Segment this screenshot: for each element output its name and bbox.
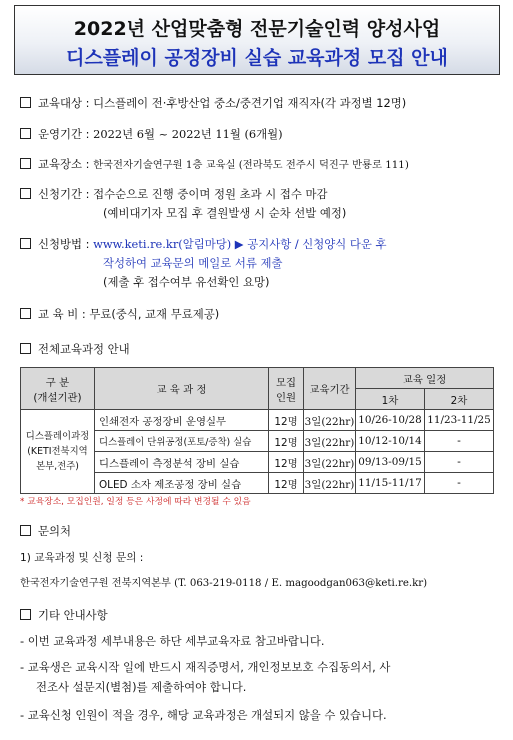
checkbox-square-icon xyxy=(20,128,31,139)
checkbox-square-icon xyxy=(20,609,31,620)
title-banner xyxy=(14,5,500,75)
header-category: 구 분 (개설기관) xyxy=(21,368,95,410)
item-target: 교육대상 : 디스플레이 전·후방산업 중소/중견기업 재직자(각 과정별 12명) xyxy=(20,96,406,111)
round1-cell: 09/13-09/15 xyxy=(356,452,425,473)
course-cell: 디스플레이 측정분석 장비 실습 xyxy=(95,452,269,473)
item-apply-method: 신청방법 : www.keti.re.kr(알림마당) ▶ 공지사항 / 신청양식 다운 후 xyxy=(20,237,387,252)
header-capacity: 모집 인원 xyxy=(269,368,304,410)
item-venue: 교육장소 : 한국전자기술연구원 1층 교육실 (전라북도 전주시 덕진구 반룡로 111) xyxy=(20,157,409,173)
checkbox-square-icon xyxy=(20,97,31,108)
capacity-cell: 12명 xyxy=(269,452,304,473)
category-cell: 디스플레이과정 (KETI전북지역 본부,전주) xyxy=(21,410,95,494)
item-label: 교육장소 xyxy=(38,157,83,171)
capacity-cell: 12명 xyxy=(269,410,304,431)
item-label: 교 육 비 xyxy=(38,307,79,321)
checkbox-square-icon xyxy=(20,238,31,249)
capacity-cell: 12명 xyxy=(269,431,304,452)
item-label: 전체교육과정 안내 xyxy=(38,342,130,356)
item-value: 무료(중식, 교재 무료제공) xyxy=(89,307,220,321)
contact-heading xyxy=(20,524,71,539)
header-duration: 교육기간 xyxy=(304,368,356,410)
header-course: 교 육 과 정 xyxy=(95,368,269,410)
item-value: 공지사항 / 신청양식 다운 후 xyxy=(247,237,387,251)
round2-cell: - xyxy=(425,431,494,452)
item-fee: 교 육 비 : 무료(중식, 교재 무료제공) xyxy=(20,307,219,322)
round2-cell: - xyxy=(425,452,494,473)
checkbox-square-icon xyxy=(20,343,31,354)
item-value: 한국전자기술연구원 1층 교육실 (전라북도 전주시 덕진구 반룡로 111) xyxy=(93,159,409,171)
item-label: 신청방법 xyxy=(38,237,83,251)
item-label: 신청기간 xyxy=(38,187,83,201)
contact-heading-label: 문의처 xyxy=(38,524,72,538)
etc-heading xyxy=(20,608,108,623)
round2-cell: 11/23-11/25 xyxy=(425,410,494,431)
item-apply-method-sub1: 작성하여 교육문의 메일로 서류 제출 xyxy=(103,256,283,270)
table-header-row xyxy=(21,368,494,389)
item-overview xyxy=(20,342,130,357)
contact-line1: 1) 교육과정 및 신청 문의 : xyxy=(20,552,144,564)
course-cell: 디스플레이 단위공정(포토/증착) 실습 xyxy=(95,431,269,452)
checkbox-square-icon xyxy=(20,188,31,199)
duration-cell: 3일(22hr) xyxy=(304,473,356,494)
contact-line2: 한국전자기술연구원 전북지역본부 (T. 063-219-0118 / E. magoodgan063@keti.re.kr) xyxy=(20,578,428,589)
header-round2: 2차 xyxy=(425,389,494,410)
round1-cell: 11/15-11/17 xyxy=(356,473,425,494)
course-cell: OLED 소자 제조공정 장비 실습 xyxy=(95,473,269,494)
item-period: 운영기간 : 2022년 6월 ~ 2022년 11월 (6개월) xyxy=(20,127,283,142)
checkbox-square-icon xyxy=(20,525,31,536)
item-label: 교육대상 xyxy=(38,96,83,110)
arrow-right-icon: ▶ xyxy=(234,237,244,251)
item-value: 접수순으로 진행 중이며 정원 초과 시 접수 마감 xyxy=(93,187,328,201)
item-label: 운영기간 xyxy=(38,127,83,141)
title-sub: 디스플레이 공정장비 실습 교육과정 모집 안내 xyxy=(66,47,448,69)
checkbox-square-icon xyxy=(20,308,31,319)
item-value: 2022년 6월 ~ 2022년 11월 (6개월) xyxy=(93,127,283,141)
round1-cell: 10/12-10/14 xyxy=(356,431,425,452)
item-apply-period-sub: (예비대기자 모집 후 결원발생 시 순차 선발 예정) xyxy=(103,206,347,220)
header-round1: 1차 xyxy=(356,389,425,410)
etc-heading-label: 기타 안내사항 xyxy=(38,608,108,622)
table-row xyxy=(21,410,494,431)
item-apply-method-sub2: (제출 후 접수여부 유선확인 요망) xyxy=(103,275,270,289)
title-main: 2022년 산업맞춤형 전문기술인력 양성사업 xyxy=(73,18,441,40)
duration-cell: 3일(22hr) xyxy=(304,431,356,452)
checkbox-square-icon xyxy=(20,158,31,169)
table-footnote: * 교육장소, 모집인원, 일정 등은 사정에 따라 변경될 수 있음 xyxy=(20,497,251,507)
curriculum-table xyxy=(20,367,494,494)
header-schedule: 교육 일정 xyxy=(356,368,494,389)
duration-cell: 3일(22hr) xyxy=(304,410,356,431)
duration-cell: 3일(22hr) xyxy=(304,452,356,473)
course-cell: 인쇄전자 공정장비 운영실무 xyxy=(95,410,269,431)
etc-bullet1: - 이번 교육과정 세부내용은 하단 세부교육자료 참고바랍니다. xyxy=(20,634,325,648)
round1-cell: 10/26-10/28 xyxy=(356,410,425,431)
capacity-cell: 12명 xyxy=(269,473,304,494)
item-value: 디스플레이 전·후방산업 중소/중견기업 재직자(각 과정별 12명) xyxy=(93,96,407,110)
etc-bullet2: - 교육생은 교육시작 일에 반드시 재직증명서, 개인정보보호 수집동의서, 사 xyxy=(20,660,391,674)
etc-bullet3: - 교육신청 인원이 적을 경우, 해당 교육과정은 개설되지 않을 수 있습니다. xyxy=(20,708,387,722)
round2-cell: - xyxy=(425,473,494,494)
item-apply-period: 신청기간 : 접수순으로 진행 중이며 정원 초과 시 접수 마감 xyxy=(20,187,328,202)
keti-website-link[interactable]: www.keti.re.kr(알림마당) xyxy=(93,237,232,251)
etc-bullet2-cont: 전조사 설문지(별첨)를 제출하여야 합니다. xyxy=(36,680,247,694)
